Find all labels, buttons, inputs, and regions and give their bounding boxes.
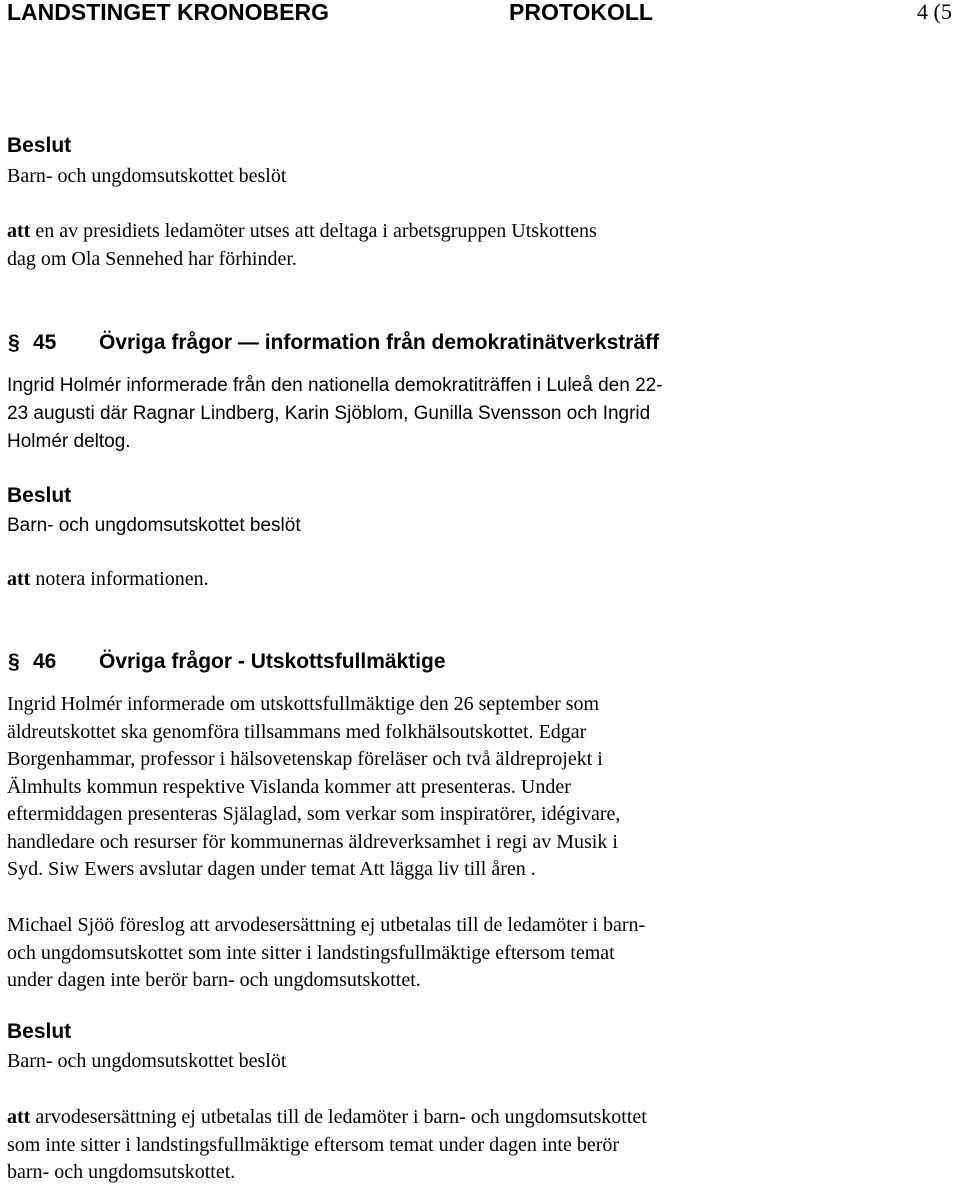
decision-text: att notera informationen. <box>7 568 209 590</box>
section-45-heading <box>8 331 659 355</box>
att-keyword: att <box>7 1106 31 1128</box>
paragraph-symbol: § <box>8 650 20 673</box>
beslut-heading: Beslut <box>7 1020 72 1043</box>
section-number: 46 <box>33 650 57 673</box>
section-46-paragraph-1: Ingrid Holmér informerade om utskottsfullmäktige den 26 september som äldreutskottet ska genomföra tillsammans med folkhälsoutskottet. Edgar Borgenhammar, professor i hälsovetenskap föreläser och två äldreprojekt i Älmhults kommun respektive Vislanda kommer att presenteras. Under eftermiddagen presenteras Själaglad, som verkar som inspiratörer, idégivare, handledare och resurser för kommunernas äldreverksamhet i regi av Musik i Syd. Siw Ewers avslutar dagen under temat Att lägga liv till åren . <box>7 693 621 880</box>
section-number: 45 <box>33 331 57 354</box>
section-title: Övriga frågor - Utskottsfullmäktige <box>99 650 446 673</box>
decision-text: att arvodesersättning ej utbetalas till de ledamöter i barn- och ungdomsutskottet som inte sitter i landstingsfullmäktige eftersom temat under dagen inte berör barn- och ungdomsutskottet. <box>7 1106 647 1183</box>
beslut-heading: Beslut <box>7 484 72 507</box>
decision-text <box>7 218 952 273</box>
section-46-heading <box>8 650 446 674</box>
section-46-paragraph-2: Michael Sjöö föreslog att arvodesersättning ej utbetalas till de ledamöter i barn- och ungdomsutskottet som inte sitter i landstingsfullmäktige eftersom temat under dagen inte berör barn- och ungdomsutskottet. <box>7 914 646 991</box>
beslut-heading: Beslut <box>7 134 72 157</box>
header-org: LANDSTINGET KRONOBERG <box>7 0 329 25</box>
section-title: Övriga frågor — information från demokratinätverksträff <box>99 331 660 354</box>
header-page-number: 4 (5 <box>917 0 952 24</box>
committee-decision-line: Barn- och ungdomsutskottet beslöt <box>7 165 287 187</box>
header-doc-type: PROTOKOLL <box>509 0 653 25</box>
paragraph-symbol: § <box>8 331 20 354</box>
committee-decision-line: Barn- och ungdomsutskottet beslöt <box>7 1050 287 1072</box>
committee-decision-line: Barn- och ungdomsutskottet beslöt <box>7 515 301 536</box>
page-header <box>0 0 960 29</box>
decision-line: att en av presidiets ledamöter utses att deltaga i arbetsgruppen Utskottens <box>7 220 597 242</box>
section-45-text: Ingrid Holmér informerade från den nationella demokratiträffen i Luleå den 22- 23 augusti där Ragnar Lindberg, Karin Sjöblom, Gunilla Svensson och Ingrid Holmér deltog. <box>7 375 663 452</box>
att-keyword: att <box>7 220 31 242</box>
att-keyword: att <box>7 568 31 590</box>
decision-line: dag om Ola Sennehed har förhinder. <box>7 247 297 270</box>
